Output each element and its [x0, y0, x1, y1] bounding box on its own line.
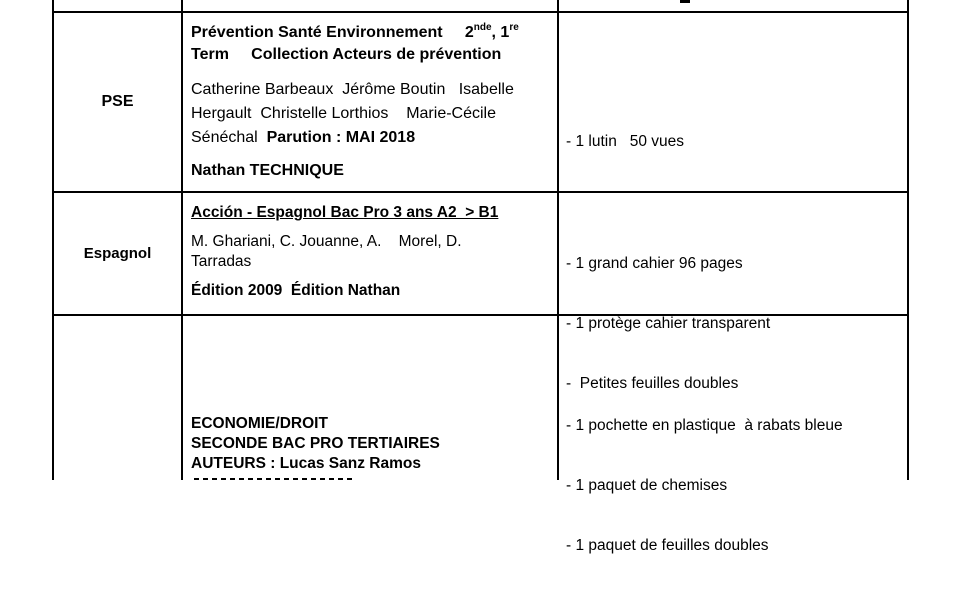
clipped-text-remnant: [194, 476, 354, 480]
book-authors: Catherine Barbeaux Jérôme Boutin Isabelle Hergault Christelle Lorthios Marie-Cécile Sénéchal Parution : MAI 2018: [191, 81, 514, 146]
book-authors-last: Sénéchal: [191, 129, 258, 146]
subject-label: Espagnol: [83, 245, 152, 262]
supply-item: - 1 paquet de chemises: [566, 477, 728, 494]
table-row: [54, 316, 181, 480]
column-divider-2: [557, 0, 559, 480]
supply-item: - 1 lutin 50 vues: [566, 133, 685, 150]
book-title-line: AUTEURS : Lucas Sanz Ramos: [191, 455, 421, 472]
supply-item: - 1 paquet de feuilles doubles: [566, 537, 769, 554]
supply-item: - 1 protège cahier transparent: [566, 315, 771, 332]
book-cell: [191, 22, 553, 182]
publisher: Nathan TECHNIQUE: [191, 162, 344, 179]
book-title: Prévention Santé Environnement 2nde, 1re: [191, 22, 519, 41]
book-title-line2: Term Collection Acteurs de prévention: [191, 46, 502, 63]
supplies-cell: [566, 92, 901, 192]
table-row: [54, 193, 181, 314]
subject-label: PSE: [101, 93, 134, 110]
column-divider-1: [181, 0, 183, 480]
book-cell: [191, 414, 553, 474]
book-authors: M. Ghariani, C. Jouanne, A. Morel, D. Tarradas: [191, 233, 462, 270]
supply-item: - Petites feuilles doubles: [566, 375, 739, 392]
edition: Édition 2009 Édition Nathan: [191, 282, 401, 299]
book-title-line: ECONOMIE/DROIT: [191, 415, 328, 432]
parution-date: Parution : MAI 2018: [266, 129, 416, 146]
table-border-right: [907, 0, 909, 480]
table-row: [54, 13, 181, 191]
supplies-cell: [566, 376, 901, 596]
book-title: Acción - Espagnol Bac Pro 3 ans A2 > B1: [191, 204, 499, 221]
clipped-text-remnant: [680, 0, 690, 3]
book-title-line: SECONDE BAC PRO TERTIAIRES: [191, 435, 440, 452]
supply-item: - 1 grand cahier 96 pages: [566, 255, 743, 272]
supply-item: - 1 pochette en plastique à rabats bleue: [566, 417, 843, 434]
book-cell: [191, 202, 553, 302]
